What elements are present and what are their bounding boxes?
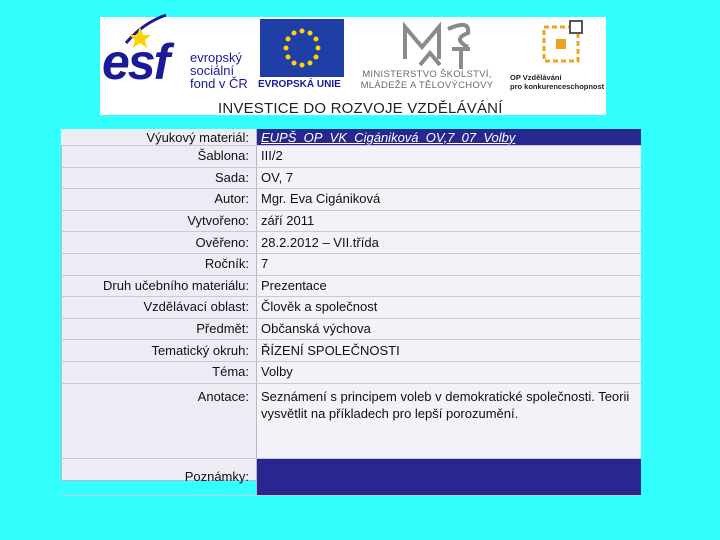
investice-heading: INVESTICE DO ROZVOJE VZDĚLÁVÁNÍ <box>218 100 503 117</box>
row-value: Mgr. Eva Cigániková <box>257 189 642 211</box>
row-value: 28.2.2012 – VII.třída <box>257 232 642 254</box>
table-row <box>61 275 641 297</box>
esf-logo <box>102 19 257 89</box>
row-label: Autor: <box>61 189 257 211</box>
row-value: Občanská výchova <box>257 318 642 340</box>
table-row <box>61 167 641 189</box>
row-value: Člověk a společnost <box>257 297 642 319</box>
eu-label: EVROPSKÁ UNIE <box>258 79 341 90</box>
row-value: ŘÍZENÍ SPOLEČNOSTI <box>257 340 642 362</box>
row-value: Volby <box>257 361 642 383</box>
table-row <box>61 129 641 146</box>
row-value: 7 <box>257 253 642 275</box>
row-label: Poznámky: <box>61 458 257 495</box>
row-label: Předmět: <box>61 318 257 340</box>
esf-letters: esf <box>102 34 169 90</box>
table-row <box>61 232 641 254</box>
row-value: OV, 7 <box>257 167 642 189</box>
row-label: Vzdělávací oblast: <box>61 297 257 319</box>
opvk-text: OP Vzdělávání pro konkurenceschopnost <box>510 73 605 91</box>
table-row <box>61 458 641 495</box>
row-label: Šablona: <box>61 146 257 168</box>
row-label: Výukový materiál: <box>61 129 257 146</box>
row-label: Druh učebního materiálu: <box>61 275 257 297</box>
row-value: III/2 <box>257 146 642 168</box>
table-row <box>61 340 641 362</box>
eu-flag-icon <box>260 19 344 77</box>
msmt-text: MINISTERSTVO ŠKOLSTVÍ, MLÁDEŽE A TĚLOVÝCHOVY <box>360 69 494 91</box>
metadata-table <box>61 129 641 496</box>
row-value <box>257 458 642 495</box>
row-value: EUPŠ_OP_VK_Cigániková_OV,7_07_Volby <box>257 129 642 146</box>
table-row <box>61 146 641 168</box>
logo-banner <box>100 17 606 115</box>
table-row <box>61 253 641 275</box>
row-value: září 2011 <box>257 210 642 232</box>
table-row <box>61 210 641 232</box>
table-row <box>61 383 641 458</box>
table-row <box>61 189 641 211</box>
table-row <box>61 361 641 383</box>
row-value: Prezentace <box>257 275 642 297</box>
table-row <box>61 297 641 319</box>
table-row <box>61 318 641 340</box>
row-label: Tematický okruh: <box>61 340 257 362</box>
esf-text: evropský sociální fond v ČR <box>190 50 248 91</box>
row-label: Anotace: <box>61 383 257 458</box>
row-value: Seznámení s principem voleb v demokratické společnosti. Teorii vysvětlit na příkladech pro lepší porozumění. <box>257 383 642 458</box>
row-label: Ročník: <box>61 253 257 275</box>
row-label: Ověřeno: <box>61 232 257 254</box>
opvk-logo-icon <box>530 17 600 77</box>
row-label: Téma: <box>61 361 257 383</box>
row-label: Sada: <box>61 167 257 189</box>
row-label: Vytvořeno: <box>61 210 257 232</box>
